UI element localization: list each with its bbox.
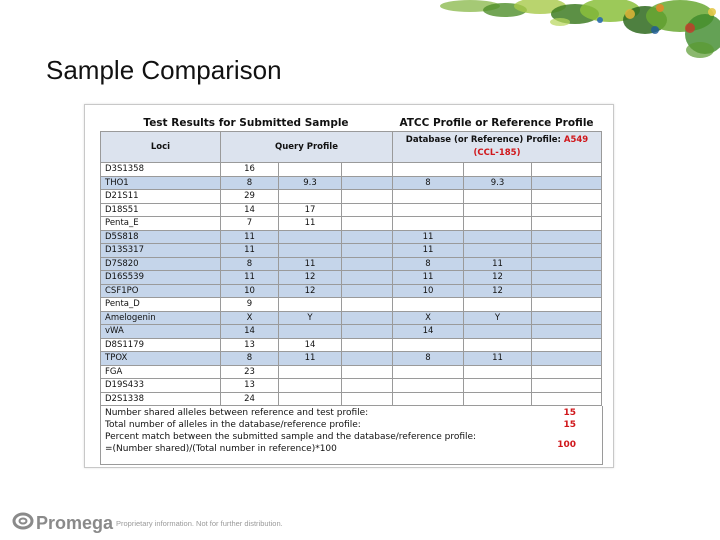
table-row xyxy=(101,190,602,204)
spacer-cell xyxy=(342,163,393,177)
query-allele-2 xyxy=(279,244,342,258)
query-allele-2: 12 xyxy=(279,284,342,298)
query-allele-2: Y xyxy=(279,311,342,325)
query-allele-1: 11 xyxy=(221,230,279,244)
query-allele-2 xyxy=(279,325,342,339)
reference-allele-1 xyxy=(393,203,464,217)
query-allele-2 xyxy=(279,365,342,379)
query-allele-2: 14 xyxy=(279,338,342,352)
spacer-cell xyxy=(342,190,393,204)
spacer-cell xyxy=(342,379,393,393)
query-allele-1: X xyxy=(221,311,279,325)
reference-allele-1: 8 xyxy=(393,176,464,190)
column-header-row xyxy=(101,132,602,163)
spacer-cell xyxy=(532,338,602,352)
reference-allele-2: 12 xyxy=(464,284,532,298)
reference-allele-2 xyxy=(464,163,532,177)
table-row xyxy=(101,163,602,177)
table-row xyxy=(101,203,602,217)
locus-cell: D3S1358 xyxy=(101,163,221,177)
query-allele-2 xyxy=(279,392,342,406)
locus-cell: THO1 xyxy=(101,176,221,190)
foliage-graphic xyxy=(440,0,720,58)
left-header: Test Results for Submitted Sample xyxy=(143,117,349,129)
reference-allele-2 xyxy=(464,244,532,258)
table-row xyxy=(101,257,602,271)
table-row xyxy=(101,230,602,244)
spacer-cell xyxy=(342,298,393,312)
slide-title: Sample Comparison xyxy=(46,55,282,85)
locus-cell: D7S820 xyxy=(101,257,221,271)
spacer-cell xyxy=(532,163,602,177)
reference-allele-1: 11 xyxy=(393,271,464,285)
reference-allele-2 xyxy=(464,392,532,406)
spacer-cell xyxy=(342,365,393,379)
reference-allele-1: 14 xyxy=(393,325,464,339)
footer-note: Proprietary information. Not for further distribution. xyxy=(116,519,283,528)
reference-allele-1 xyxy=(393,190,464,204)
locus-cell: D16S539 xyxy=(101,271,221,285)
locus-cell: Penta_E xyxy=(101,217,221,231)
query-allele-1: 23 xyxy=(221,365,279,379)
query-allele-1: 14 xyxy=(221,325,279,339)
spacer-cell xyxy=(532,352,602,366)
query-allele-2 xyxy=(279,298,342,312)
spacer-cell xyxy=(532,298,602,312)
reference-allele-2: 9.3 xyxy=(464,176,532,190)
decorative-banner xyxy=(0,0,720,60)
query-allele-1: 8 xyxy=(221,257,279,271)
locus-cell: D13S317 xyxy=(101,244,221,258)
table-row xyxy=(101,217,602,231)
right-header: ATCC Profile or Reference Profile xyxy=(399,117,594,129)
percent-label: Percent match between the submitted sample and the database/reference profile: xyxy=(105,432,477,442)
reference-allele-1: 11 xyxy=(393,244,464,258)
query-allele-2 xyxy=(279,163,342,177)
percent-value: 100 xyxy=(557,440,576,450)
reference-allele-2: 12 xyxy=(464,271,532,285)
query-allele-1: 11 xyxy=(221,271,279,285)
spacer-cell xyxy=(342,257,393,271)
reference-allele-1 xyxy=(393,365,464,379)
query-allele-1: 8 xyxy=(221,176,279,190)
spacer-cell xyxy=(342,338,393,352)
query-allele-1: 16 xyxy=(221,163,279,177)
table-row xyxy=(101,352,602,366)
locus-cell: D18S51 xyxy=(101,203,221,217)
query-allele-1: 8 xyxy=(221,352,279,366)
db-line-1 xyxy=(393,134,601,147)
locus-cell: D19S433 xyxy=(101,379,221,393)
reference-allele-1 xyxy=(393,338,464,352)
query-allele-1: 9 xyxy=(221,298,279,312)
query-allele-2 xyxy=(279,379,342,393)
query-allele-2: 17 xyxy=(279,203,342,217)
db-id: (CCL-185) xyxy=(473,148,521,158)
spacer-cell xyxy=(342,203,393,217)
reference-allele-2 xyxy=(464,203,532,217)
report-header xyxy=(100,114,601,131)
locus-cell: D5S818 xyxy=(101,230,221,244)
profile-table xyxy=(100,131,602,406)
spacer-cell xyxy=(342,392,393,406)
query-allele-1: 11 xyxy=(221,244,279,258)
footer-brand: Promega xyxy=(36,513,114,533)
spacer-cell xyxy=(532,244,602,258)
table-row xyxy=(101,244,602,258)
spacer-cell xyxy=(532,284,602,298)
reference-allele-2: Y xyxy=(464,311,532,325)
spacer-cell xyxy=(342,352,393,366)
locus-cell: CSF1PO xyxy=(101,284,221,298)
spacer-cell xyxy=(532,311,602,325)
str-report xyxy=(100,114,601,465)
reference-allele-2: 11 xyxy=(464,352,532,366)
reference-allele-2 xyxy=(464,338,532,352)
spacer-cell xyxy=(342,230,393,244)
table-row xyxy=(101,365,602,379)
reference-allele-2 xyxy=(464,325,532,339)
query-allele-1: 24 xyxy=(221,392,279,406)
col-query: Query Profile xyxy=(221,132,393,163)
promega-logo-icon xyxy=(12,512,34,530)
reference-allele-2 xyxy=(464,365,532,379)
reference-allele-1 xyxy=(393,217,464,231)
table-row xyxy=(101,271,602,285)
spacer-cell xyxy=(532,203,602,217)
table-row xyxy=(101,176,602,190)
shared-label: Number shared alleles between reference and test profile: xyxy=(105,408,369,418)
reference-allele-2 xyxy=(464,230,532,244)
reference-allele-2 xyxy=(464,379,532,393)
query-allele-1: 13 xyxy=(221,379,279,393)
reference-allele-2 xyxy=(464,298,532,312)
spacer-cell xyxy=(532,365,602,379)
reference-allele-1 xyxy=(393,163,464,177)
spacer-cell xyxy=(532,271,602,285)
query-allele-2: 11 xyxy=(279,217,342,231)
db-line-2 xyxy=(393,147,601,160)
query-allele-2: 11 xyxy=(279,352,342,366)
db-label: Database (or Reference) Profile: xyxy=(405,135,561,145)
summary-block xyxy=(100,406,603,465)
locus-cell: vWA xyxy=(101,325,221,339)
spacer-cell xyxy=(342,325,393,339)
query-allele-2 xyxy=(279,230,342,244)
reference-allele-1 xyxy=(393,379,464,393)
table-row xyxy=(101,338,602,352)
locus-cell: Penta_D xyxy=(101,298,221,312)
reference-allele-1 xyxy=(393,298,464,312)
query-allele-2: 11 xyxy=(279,257,342,271)
spacer-cell xyxy=(532,217,602,231)
locus-cell: Amelogenin xyxy=(101,311,221,325)
query-allele-2: 9.3 xyxy=(279,176,342,190)
table-row xyxy=(101,311,602,325)
spacer-cell xyxy=(532,379,602,393)
percent-formula: =(Number shared)/(Total number in reference)*100 xyxy=(105,444,337,454)
query-allele-1: 14 xyxy=(221,203,279,217)
db-name: A549 xyxy=(563,135,589,145)
reference-allele-2 xyxy=(464,217,532,231)
table-row xyxy=(101,325,602,339)
shared-value: 15 xyxy=(563,408,576,418)
spacer-cell xyxy=(342,311,393,325)
col-loci: Loci xyxy=(101,132,221,163)
query-allele-1: 29 xyxy=(221,190,279,204)
spacer-cell xyxy=(532,257,602,271)
locus-cell: D21S11 xyxy=(101,190,221,204)
spacer-cell xyxy=(532,230,602,244)
spacer-cell xyxy=(532,176,602,190)
locus-cell: D8S1179 xyxy=(101,338,221,352)
query-allele-1: 7 xyxy=(221,217,279,231)
query-allele-1: 10 xyxy=(221,284,279,298)
table-row xyxy=(101,298,602,312)
spacer-cell xyxy=(342,271,393,285)
reference-allele-2: 11 xyxy=(464,257,532,271)
locus-cell: D2S1338 xyxy=(101,392,221,406)
locus-cell: FGA xyxy=(101,365,221,379)
reference-allele-1: 8 xyxy=(393,257,464,271)
spacer-cell xyxy=(342,244,393,258)
total-label: Total number of alleles in the database/reference profile: xyxy=(105,420,361,430)
spacer-cell xyxy=(532,190,602,204)
spacer-cell xyxy=(342,284,393,298)
table-row xyxy=(101,284,602,298)
query-allele-1: 13 xyxy=(221,338,279,352)
spacer-cell xyxy=(532,392,602,406)
reference-allele-1: X xyxy=(393,311,464,325)
query-allele-2 xyxy=(279,190,342,204)
reference-allele-1: 10 xyxy=(393,284,464,298)
table-row xyxy=(101,379,602,393)
query-allele-2: 12 xyxy=(279,271,342,285)
reference-allele-1: 11 xyxy=(393,230,464,244)
spacer-cell xyxy=(532,325,602,339)
total-value: 15 xyxy=(563,420,576,430)
spacer-cell xyxy=(342,217,393,231)
spacer-cell xyxy=(342,176,393,190)
reference-allele-2 xyxy=(464,190,532,204)
reference-allele-1: 8 xyxy=(393,352,464,366)
locus-cell: TPOX xyxy=(101,352,221,366)
col-database xyxy=(393,132,602,163)
reference-allele-1 xyxy=(393,392,464,406)
table-row xyxy=(101,392,602,406)
